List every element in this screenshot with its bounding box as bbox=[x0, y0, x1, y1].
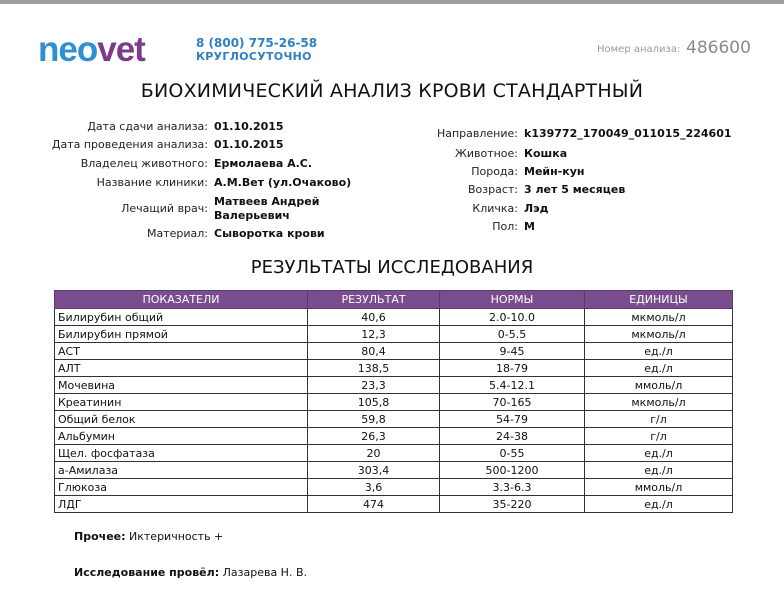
row-norm: 9-45 bbox=[440, 343, 585, 360]
table-row bbox=[55, 377, 733, 394]
submit-date-value: 01.10.2015 bbox=[214, 120, 284, 133]
row-norm: 0-5.5 bbox=[440, 326, 585, 343]
doctor-label: Лечащий врач: bbox=[121, 202, 208, 215]
clinic-label: Название клиники: bbox=[96, 176, 208, 189]
nickname-value: Лэд bbox=[524, 202, 549, 215]
row-norm: 54-79 bbox=[440, 411, 585, 428]
row-unit: ед./л bbox=[585, 360, 733, 377]
header-result: РЕЗУЛЬТАТ bbox=[308, 291, 440, 309]
table-row bbox=[55, 326, 733, 343]
sex-label: Пол: bbox=[492, 220, 518, 233]
table-row bbox=[55, 496, 733, 513]
row-norm: 35-220 bbox=[440, 496, 585, 513]
hours-label: КРУГЛОСУТОЧНО bbox=[196, 50, 312, 63]
performed-by-label: Исследование провёл: bbox=[74, 566, 220, 579]
doctor-value-line2: Валерьевич bbox=[214, 209, 290, 222]
analysis-number: 486600 bbox=[686, 38, 751, 58]
row-norm: 70-165 bbox=[440, 394, 585, 411]
top-border-line bbox=[0, 0, 784, 4]
results-table bbox=[54, 290, 733, 513]
row-indicator: Альбумин bbox=[55, 428, 308, 445]
row-unit: ммоль/л bbox=[585, 479, 733, 496]
row-unit: ед./л bbox=[585, 462, 733, 479]
table-row bbox=[55, 343, 733, 360]
analysis-date-label: Дата проведения анализа: bbox=[51, 138, 208, 151]
table-row bbox=[55, 462, 733, 479]
other-label: Прочее: bbox=[74, 530, 126, 543]
row-unit: мкмоль/л bbox=[585, 394, 733, 411]
row-indicator: АСТ bbox=[55, 343, 308, 360]
table-row bbox=[55, 428, 733, 445]
row-norm: 500-1200 bbox=[440, 462, 585, 479]
analysis-number-label: Номер анализа: bbox=[597, 44, 681, 55]
table-row bbox=[55, 479, 733, 496]
row-result: 474 bbox=[308, 496, 440, 513]
row-result: 23,3 bbox=[308, 377, 440, 394]
row-norm: 5.4-12.1 bbox=[440, 377, 585, 394]
row-indicator: Билирубин общий bbox=[55, 309, 308, 326]
age-value: 3 лет 5 месяцев bbox=[524, 183, 626, 196]
row-unit: мкмоль/л bbox=[585, 326, 733, 343]
row-indicator: Общий белок bbox=[55, 411, 308, 428]
row-result: 12,3 bbox=[308, 326, 440, 343]
performed-by bbox=[74, 566, 307, 579]
submit-date-label: Дата сдачи анализа: bbox=[87, 120, 208, 133]
table-row bbox=[55, 360, 733, 377]
sex-value: М bbox=[524, 220, 535, 233]
table-row bbox=[55, 445, 733, 462]
row-indicator: ЛДГ bbox=[55, 496, 308, 513]
table-row bbox=[55, 309, 733, 326]
phone-number: 8 (800) 775-26-58 bbox=[196, 36, 318, 50]
breed-label: Порода: bbox=[471, 165, 518, 178]
row-norm: 3.3-6.3 bbox=[440, 479, 585, 496]
material-value: Сыворотка крови bbox=[214, 227, 325, 240]
row-indicator: Мочевина bbox=[55, 377, 308, 394]
row-norm: 0-55 bbox=[440, 445, 585, 462]
row-indicator: Билирубин прямой bbox=[55, 326, 308, 343]
row-result: 20 bbox=[308, 445, 440, 462]
row-result: 3,6 bbox=[308, 479, 440, 496]
other-notes bbox=[74, 530, 223, 543]
row-indicator: Глюкоза bbox=[55, 479, 308, 496]
results-title: РЕЗУЛЬТАТЫ ИССЛЕДОВАНИЯ bbox=[250, 257, 534, 278]
row-unit: мкмоль/л bbox=[585, 309, 733, 326]
row-unit: г/л bbox=[585, 428, 733, 445]
row-indicator: а-Амилаза bbox=[55, 462, 308, 479]
animal-label: Животное: bbox=[454, 147, 518, 160]
row-norm: 18-79 bbox=[440, 360, 585, 377]
age-label: Возраст: bbox=[467, 183, 518, 196]
row-result: 105,8 bbox=[308, 394, 440, 411]
animal-value: Кошка bbox=[524, 147, 568, 160]
row-result: 303,4 bbox=[308, 462, 440, 479]
row-result: 59,8 bbox=[308, 411, 440, 428]
row-norm: 2.0-10.0 bbox=[440, 309, 585, 326]
table-row bbox=[55, 394, 733, 411]
table-row bbox=[55, 411, 733, 428]
material-label: Материал: bbox=[146, 227, 208, 240]
row-result: 80,4 bbox=[308, 343, 440, 360]
row-result: 26,3 bbox=[308, 428, 440, 445]
row-result: 40,6 bbox=[308, 309, 440, 326]
page-title: БИОХИМИЧЕСКИЙ АНАЛИЗ КРОВИ СТАНДАРТНЫЙ bbox=[140, 80, 644, 102]
header-norms: НОРМЫ bbox=[440, 291, 585, 309]
row-result: 138,5 bbox=[308, 360, 440, 377]
row-indicator: АЛТ bbox=[55, 360, 308, 377]
row-indicator: Креатинин bbox=[55, 394, 308, 411]
header-indicator: ПОКАЗАТЕЛИ bbox=[55, 291, 308, 309]
performed-by-value: Лазарева Н. В. bbox=[222, 566, 307, 579]
neovet-logo bbox=[38, 30, 168, 70]
other-value: Иктеричность + bbox=[129, 530, 224, 543]
row-unit: ед./л bbox=[585, 496, 733, 513]
owner-value: Ермолаева А.С. bbox=[214, 157, 313, 170]
owner-label: Владелец животного: bbox=[80, 157, 208, 170]
row-indicator: Щел. фосфатаза bbox=[55, 445, 308, 462]
row-unit: ед./л bbox=[585, 445, 733, 462]
row-unit: ммоль/л bbox=[585, 377, 733, 394]
logo-neo-text: neo bbox=[38, 30, 98, 69]
row-unit: г/л bbox=[585, 411, 733, 428]
row-norm: 24-38 bbox=[440, 428, 585, 445]
breed-value: Мейн-кун bbox=[524, 165, 585, 178]
header-units: ЕДИНИЦЫ bbox=[585, 291, 733, 309]
table-header-row bbox=[55, 291, 733, 309]
referral-label: Направление: bbox=[436, 127, 518, 140]
clinic-value: А.М.Вет (ул.Очаково) bbox=[214, 176, 352, 189]
row-unit: ед./л bbox=[585, 343, 733, 360]
nickname-label: Кличка: bbox=[472, 202, 518, 215]
analysis-date-value: 01.10.2015 bbox=[214, 138, 284, 151]
referral-value: k139772_170049_011015_224601 bbox=[524, 127, 732, 140]
doctor-value-line1: Матвеев Андрей bbox=[214, 195, 320, 208]
logo-vet-text: vet bbox=[97, 30, 145, 69]
